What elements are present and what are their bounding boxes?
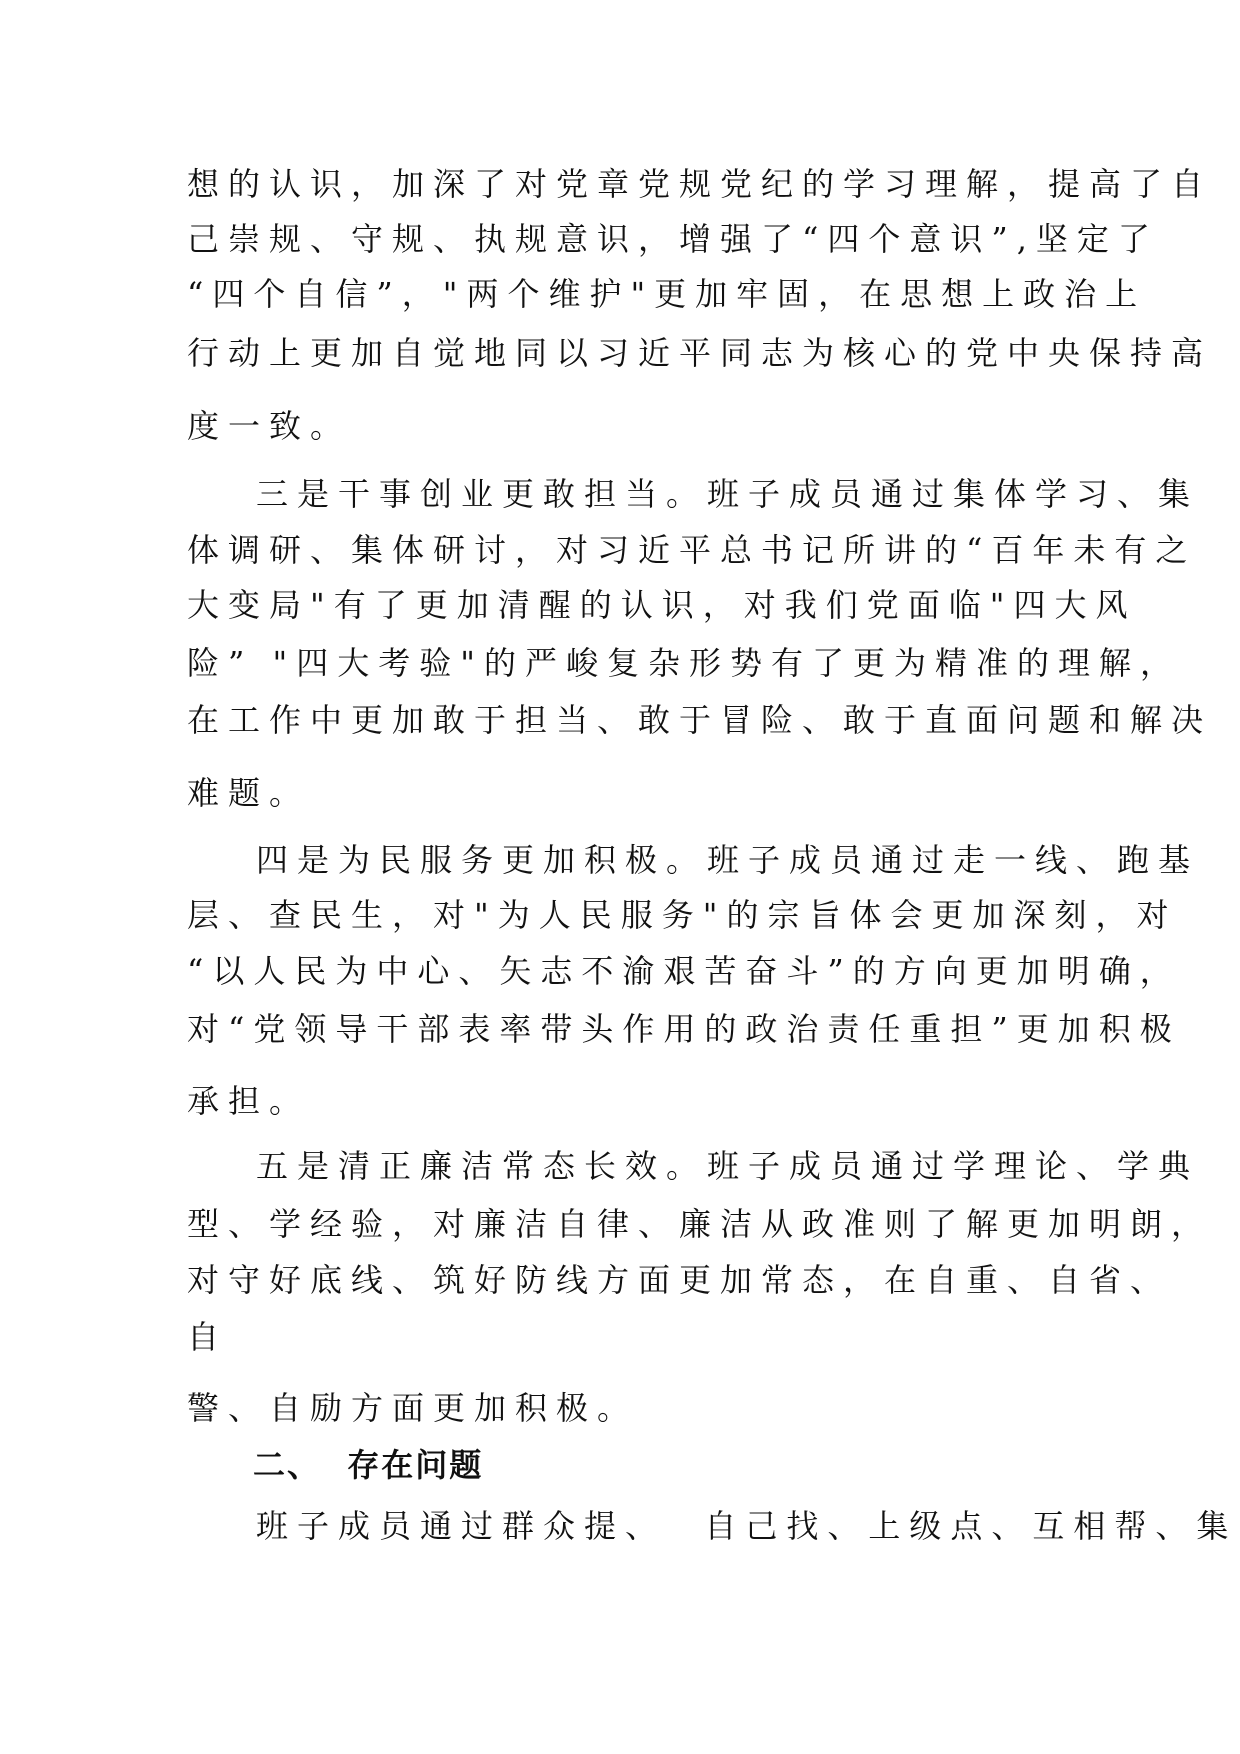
text-line: 层、查民生，对"为人民服务"的宗旨体会更加深刻，对 <box>187 896 1178 934</box>
text-line: 班子成员通过群众提、 自己找、上级点、互相帮、集 <box>256 1507 1238 1545</box>
text-line: 型、学经验，对廉洁自律、廉洁从政准则了解更加明朗， <box>187 1205 1213 1243</box>
text-line: 难题。 <box>187 774 311 812</box>
text-line: 己崇规、守规、执规意识，增强了“四个意识”,坚定了 <box>187 220 1159 258</box>
text-line: 承担。 <box>187 1082 311 1120</box>
text-line: 险” "四大考验"的严峻复杂形势有了更为精准的理解， <box>187 644 1181 682</box>
text-line: 警、自励方面更加积极。 <box>187 1389 639 1427</box>
text-line: 自 <box>187 1318 229 1356</box>
text-line: “四个自信”，"两个维护"更加牢固，在思想上政治上 <box>187 275 1147 313</box>
text-line: 行动上更加自觉地同以习近平同志为核心的党中央保持高 <box>187 334 1213 372</box>
text-line: 三是干事创业更敢担当。班子成员通过集体学习、集 <box>256 475 1200 513</box>
text-line: 想的认识，加深了对党章党规党纪的学习理解，提高了自 <box>187 165 1213 203</box>
text-line: 五是清正廉洁常态长效。班子成员通过学理论、学典 <box>256 1147 1200 1185</box>
text-line: 大变局"有了更加清醒的认识，对我们党面临"四大风 <box>187 586 1137 624</box>
text-line: 度一致。 <box>187 407 352 445</box>
text-line: 体调研、集体研讨，对习近平总书记所讲的“百年未有之 <box>187 531 1197 569</box>
text-line: “以人民为中心、矢志不渝艰苦奋斗”的方向更加明确， <box>187 952 1181 990</box>
text-line: 对“党领导干部表率带头作用的政治责任重担”更加积极 <box>187 1010 1181 1048</box>
text-line: 对守好底线、筑好防线方面更加常态，在自重、自省、 <box>187 1261 1172 1299</box>
text-line: 在工作中更加敢于担当、敢于冒险、敢于直面问题和解决 <box>187 701 1213 739</box>
section-heading: 二、 存在问题 <box>253 1446 484 1484</box>
text-line: 四是为民服务更加积极。班子成员通过走一线、跑基 <box>256 841 1200 879</box>
